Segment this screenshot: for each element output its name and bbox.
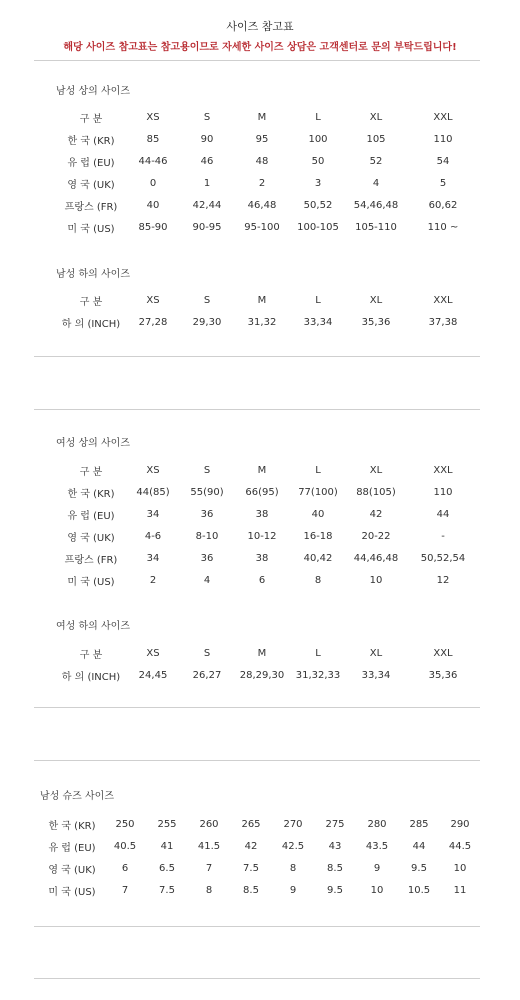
- table-cell: 4: [372, 177, 380, 189]
- table-row: [56, 216, 480, 238]
- table-cell: 36: [200, 552, 214, 564]
- table-cell: 29,30: [192, 316, 222, 328]
- row-label: 한 국 (KR): [67, 135, 115, 147]
- table-cell: 7.5: [159, 884, 175, 896]
- size-header: XXL: [433, 464, 453, 476]
- size-header: XL: [369, 647, 383, 659]
- divider: [34, 760, 480, 761]
- size-header: L: [315, 464, 321, 476]
- row-label: 영 국 (UK): [67, 179, 115, 191]
- size-header: L: [315, 647, 321, 659]
- table-header-row: [56, 459, 480, 481]
- table-cell: 40: [311, 508, 325, 520]
- divider: [34, 60, 480, 61]
- table-cell: 55(90): [190, 486, 224, 498]
- table-cell: 8: [314, 574, 322, 586]
- divider: [34, 707, 480, 708]
- table-cell: 50: [311, 155, 325, 167]
- men-shoes-table: [40, 813, 480, 901]
- table-cell: 33,34: [361, 669, 391, 681]
- table-header-row: [56, 642, 480, 664]
- table-cell: 3: [314, 177, 322, 189]
- size-header: S: [203, 464, 211, 476]
- table-cell: 7.5: [243, 862, 259, 874]
- table-cell: 37,38: [428, 316, 458, 328]
- row-label: 한 국 (KR): [48, 820, 96, 832]
- table-cell: 44: [436, 508, 450, 520]
- table-cell: 110: [433, 133, 453, 145]
- table-cell: 88(105): [356, 486, 396, 498]
- table-cell: 265: [241, 818, 261, 830]
- row-label: 영 국 (UK): [48, 864, 96, 876]
- table-cell: 110: [433, 486, 453, 498]
- divider: [34, 926, 480, 927]
- size-header: XXL: [433, 111, 453, 123]
- notice-text: 해당 사이즈 참고표는 참고용이므로 자세한 사이즈 상담은 고객센터로 문의 부탁드립니다!: [63, 42, 457, 53]
- table-cell: 34: [146, 508, 160, 520]
- table-cell: 43: [328, 840, 342, 852]
- table-cell: 110 ~: [427, 221, 459, 233]
- table-cell: 275: [325, 818, 345, 830]
- table-cell: 54: [436, 155, 450, 167]
- table-cell: 0: [149, 177, 157, 189]
- table-cell: 90-95: [192, 221, 222, 233]
- table-cell: 290: [450, 818, 470, 830]
- table-cell: 42: [369, 508, 383, 520]
- table-cell: 6.5: [159, 862, 175, 874]
- table-row: [40, 879, 480, 901]
- table-cell: 4-6: [144, 530, 162, 542]
- table-cell: 44,46,48: [353, 552, 399, 564]
- table-cell: 5: [439, 177, 447, 189]
- size-header: M: [257, 294, 267, 306]
- divider: [34, 978, 480, 979]
- table-cell: 42: [244, 840, 258, 852]
- table-cell: 7: [205, 862, 213, 874]
- table-cell: 48: [255, 155, 269, 167]
- men-top-title: 남성 상의 사이즈: [56, 86, 130, 97]
- table-row: [56, 128, 480, 150]
- table-cell: 20-22: [361, 530, 391, 542]
- table-cell: 66(95): [245, 486, 279, 498]
- men-bottom-table: [56, 289, 480, 333]
- table-cell: 10: [453, 862, 467, 874]
- size-header: M: [257, 464, 267, 476]
- table-cell: 2: [258, 177, 266, 189]
- table-cell: 4: [203, 574, 211, 586]
- table-cell: 85: [146, 133, 160, 145]
- table-cell: 8-10: [195, 530, 219, 542]
- row-label: 구 분: [79, 466, 103, 478]
- table-cell: 28,29,30: [239, 669, 285, 681]
- table-row: [56, 569, 480, 591]
- table-cell: 44(85): [136, 486, 170, 498]
- table-cell: 10.5: [407, 884, 431, 896]
- table-cell: 38: [255, 552, 269, 564]
- table-cell: 50,52,54: [420, 552, 466, 564]
- row-label: 구 분: [79, 649, 103, 661]
- table-cell: 34: [146, 552, 160, 564]
- row-label: 미 국 (US): [67, 223, 115, 235]
- table-cell: 44-46: [138, 155, 168, 167]
- table-cell: 16-18: [303, 530, 333, 542]
- table-cell: 100-105: [297, 221, 339, 233]
- table-row: [40, 857, 480, 879]
- table-row: [56, 194, 480, 216]
- table-row: [56, 503, 480, 525]
- table-cell: 46,48: [247, 199, 277, 211]
- women-bottom-title: 여성 하의 사이즈: [56, 621, 130, 632]
- table-cell: 31,32: [247, 316, 277, 328]
- table-cell: 24,45: [138, 669, 168, 681]
- row-label: 프랑스 (FR): [64, 554, 118, 566]
- table-cell: 60,62: [428, 199, 458, 211]
- table-cell: 270: [283, 818, 303, 830]
- table-cell: 285: [409, 818, 429, 830]
- size-header: XL: [369, 294, 383, 306]
- table-cell: 11: [453, 884, 467, 896]
- divider: [34, 409, 480, 410]
- table-cell: 8: [205, 884, 213, 896]
- table-cell: 27,28: [138, 316, 168, 328]
- table-cell: 255: [157, 818, 177, 830]
- row-label: 프랑스 (FR): [64, 201, 118, 213]
- table-cell: 40: [146, 199, 160, 211]
- table-cell: 95-100: [244, 221, 280, 233]
- table-cell: 10: [369, 574, 383, 586]
- table-cell: 50,52: [303, 199, 333, 211]
- men-bottom-title: 남성 하의 사이즈: [56, 269, 130, 280]
- size-header: XS: [146, 294, 160, 306]
- table-cell: 44: [412, 840, 426, 852]
- table-cell: 54,46,48: [353, 199, 399, 211]
- size-header: XS: [146, 464, 160, 476]
- table-cell: 26,27: [192, 669, 222, 681]
- size-header: XXL: [433, 647, 453, 659]
- size-header: M: [257, 647, 267, 659]
- size-header: XL: [369, 111, 383, 123]
- men-shoes-title: 남성 슈즈 사이즈: [40, 791, 114, 802]
- table-cell: 52: [369, 155, 383, 167]
- table-cell: 41.5: [197, 840, 221, 852]
- table-row: [56, 547, 480, 569]
- row-label: 하 의 (INCH): [61, 671, 121, 683]
- table-cell: 10: [370, 884, 384, 896]
- page-title: 사이즈 참고표: [226, 20, 294, 33]
- size-header: XL: [369, 464, 383, 476]
- table-row: [56, 311, 480, 333]
- table-cell: -: [441, 530, 445, 542]
- size-header: XXL: [433, 294, 453, 306]
- size-header: S: [203, 647, 211, 659]
- women-top-table: [56, 459, 480, 591]
- table-cell: 40.5: [113, 840, 137, 852]
- table-cell: 42.5: [281, 840, 305, 852]
- table-cell: 85-90: [138, 221, 168, 233]
- table-header-row: [56, 106, 480, 128]
- size-header: XS: [146, 647, 160, 659]
- table-cell: 77(100): [298, 486, 338, 498]
- table-row: [56, 525, 480, 547]
- size-header: S: [203, 294, 211, 306]
- table-row: [56, 481, 480, 503]
- size-header: XS: [146, 111, 160, 123]
- table-cell: 10-12: [247, 530, 277, 542]
- table-cell: 35,36: [428, 669, 458, 681]
- divider: [34, 356, 480, 357]
- men-top-table: [56, 106, 480, 238]
- table-cell: 33,34: [303, 316, 333, 328]
- table-cell: 12: [436, 574, 450, 586]
- table-cell: 6: [258, 574, 266, 586]
- table-cell: 36: [200, 508, 214, 520]
- table-cell: 38: [255, 508, 269, 520]
- table-cell: 41: [160, 840, 174, 852]
- table-row: [40, 813, 480, 835]
- table-row: [40, 835, 480, 857]
- table-row: [56, 664, 480, 686]
- table-cell: 1: [203, 177, 211, 189]
- table-cell: 46: [200, 155, 214, 167]
- row-label: 유 럽 (EU): [67, 510, 115, 522]
- table-row: [56, 150, 480, 172]
- table-cell: 9.5: [411, 862, 427, 874]
- row-label: 구 분: [79, 296, 103, 308]
- women-bottom-table: [56, 642, 480, 686]
- table-header-row: [56, 289, 480, 311]
- table-cell: 105: [366, 133, 386, 145]
- table-cell: 9.5: [327, 884, 343, 896]
- table-cell: 105-110: [355, 221, 397, 233]
- size-header: L: [315, 294, 321, 306]
- table-cell: 9: [289, 884, 297, 896]
- size-header: S: [203, 111, 211, 123]
- row-label: 하 의 (INCH): [61, 318, 121, 330]
- row-label: 미 국 (US): [67, 576, 115, 588]
- table-cell: 90: [200, 133, 214, 145]
- size-header: L: [315, 111, 321, 123]
- table-cell: 260: [199, 818, 219, 830]
- table-cell: 280: [367, 818, 387, 830]
- row-label: 한 국 (KR): [67, 488, 115, 500]
- table-cell: 8.5: [243, 884, 259, 896]
- table-cell: 31,32,33: [295, 669, 341, 681]
- row-label: 구 분: [79, 113, 103, 125]
- table-cell: 6: [121, 862, 129, 874]
- table-cell: 7: [121, 884, 129, 896]
- table-cell: 250: [115, 818, 135, 830]
- table-row: [56, 172, 480, 194]
- table-cell: 44.5: [448, 840, 472, 852]
- table-cell: 2: [149, 574, 157, 586]
- row-label: 유 럽 (EU): [48, 842, 96, 854]
- table-cell: 42,44: [192, 199, 222, 211]
- row-label: 미 국 (US): [48, 886, 96, 898]
- size-header: M: [257, 111, 267, 123]
- table-cell: 8.5: [327, 862, 343, 874]
- table-cell: 43.5: [365, 840, 389, 852]
- women-top-title: 여성 상의 사이즈: [56, 438, 130, 449]
- table-cell: 8: [289, 862, 297, 874]
- row-label: 영 국 (UK): [67, 532, 115, 544]
- table-cell: 9: [373, 862, 381, 874]
- table-cell: 35,36: [361, 316, 391, 328]
- table-cell: 40,42: [303, 552, 333, 564]
- table-cell: 95: [255, 133, 269, 145]
- table-cell: 100: [308, 133, 328, 145]
- row-label: 유 럽 (EU): [67, 157, 115, 169]
